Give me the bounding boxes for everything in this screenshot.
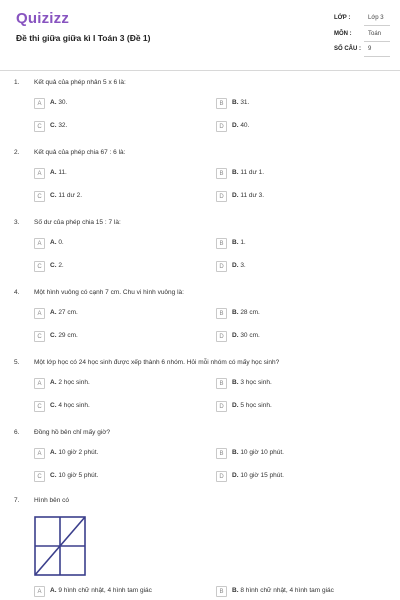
option-letter-box: C <box>34 261 45 272</box>
option-letter-box: C <box>34 121 45 132</box>
option-letter-box: D <box>216 191 227 202</box>
question-text: Đồng hồ bên chỉ mấy giờ? <box>34 429 111 436</box>
option-letter-box: D <box>216 261 227 272</box>
question-text: Số dư của phép chia 15 : 7 là: <box>34 219 121 226</box>
meta-subject-underline <box>364 41 390 42</box>
option-letter-box: B <box>216 98 227 109</box>
option-letter-box: D <box>216 331 227 342</box>
option-letter-box: B <box>216 308 227 319</box>
option-letter-box: D <box>216 401 227 412</box>
meta-class-value: Lớp 3 <box>368 15 384 21</box>
option-letter-box: C <box>34 401 45 412</box>
worksheet-header <box>0 0 400 71</box>
question-text: Kết quả của phép chia 67 : 6 là: <box>34 149 126 156</box>
option-letter-box: B <box>216 238 227 249</box>
question-text: Kết quả của phép nhân 5 x 6 là: <box>34 79 126 86</box>
question-text: Hình bên có <box>34 497 70 504</box>
meta-subject-value: Toán <box>368 31 382 37</box>
question-text: Một hình vuông có cạnh 7 cm. Chu vi hình vuông là: <box>34 289 184 296</box>
option-letter-box: B <box>216 378 227 389</box>
question-number: 2. <box>14 149 20 156</box>
option-letter-box: B <box>216 448 227 459</box>
option-letter-box: D <box>216 471 227 482</box>
option-letter-box: A <box>34 586 45 597</box>
question-number: 7. <box>14 497 20 504</box>
meta-count-label: SỐ CÂU : <box>334 46 361 52</box>
question-number: 4. <box>14 289 20 296</box>
question-number: 3. <box>14 219 20 226</box>
quizizz-logo: Quizizz <box>16 10 70 27</box>
rectangle-triangle-figure <box>34 516 86 576</box>
meta-count-value: 9 <box>368 46 372 52</box>
question-text: Một lớp học có 24 học sinh được xếp thành 6 nhóm. Hỏi mỗi nhóm có mấy học sinh? <box>34 359 280 366</box>
question-number: 1. <box>14 79 20 86</box>
option-letter-box: A <box>34 308 45 319</box>
question-number: 5. <box>14 359 20 366</box>
option-letter-box: A <box>34 448 45 459</box>
meta-subject-label: MÔN : <box>334 31 352 37</box>
meta-class-underline <box>364 25 390 26</box>
option-letter-box: C <box>34 191 45 202</box>
option-letter-box: D <box>216 121 227 132</box>
meta-count-underline <box>364 56 390 57</box>
option-letter-box: B <box>216 168 227 179</box>
option-letter-box: A <box>34 98 45 109</box>
question-number: 6. <box>14 429 20 436</box>
option-letter-box: C <box>34 331 45 342</box>
option-letter-box: B <box>216 586 227 597</box>
option-letter-box: A <box>34 168 45 179</box>
option-letter-box: A <box>34 238 45 249</box>
meta-class-label: LỚP : <box>334 15 351 21</box>
worksheet-title: Đề thi giữa giữa kì I Toán 3 (Đề 1) <box>16 33 151 43</box>
option-letter-box: C <box>34 471 45 482</box>
option-letter-box: A <box>34 378 45 389</box>
